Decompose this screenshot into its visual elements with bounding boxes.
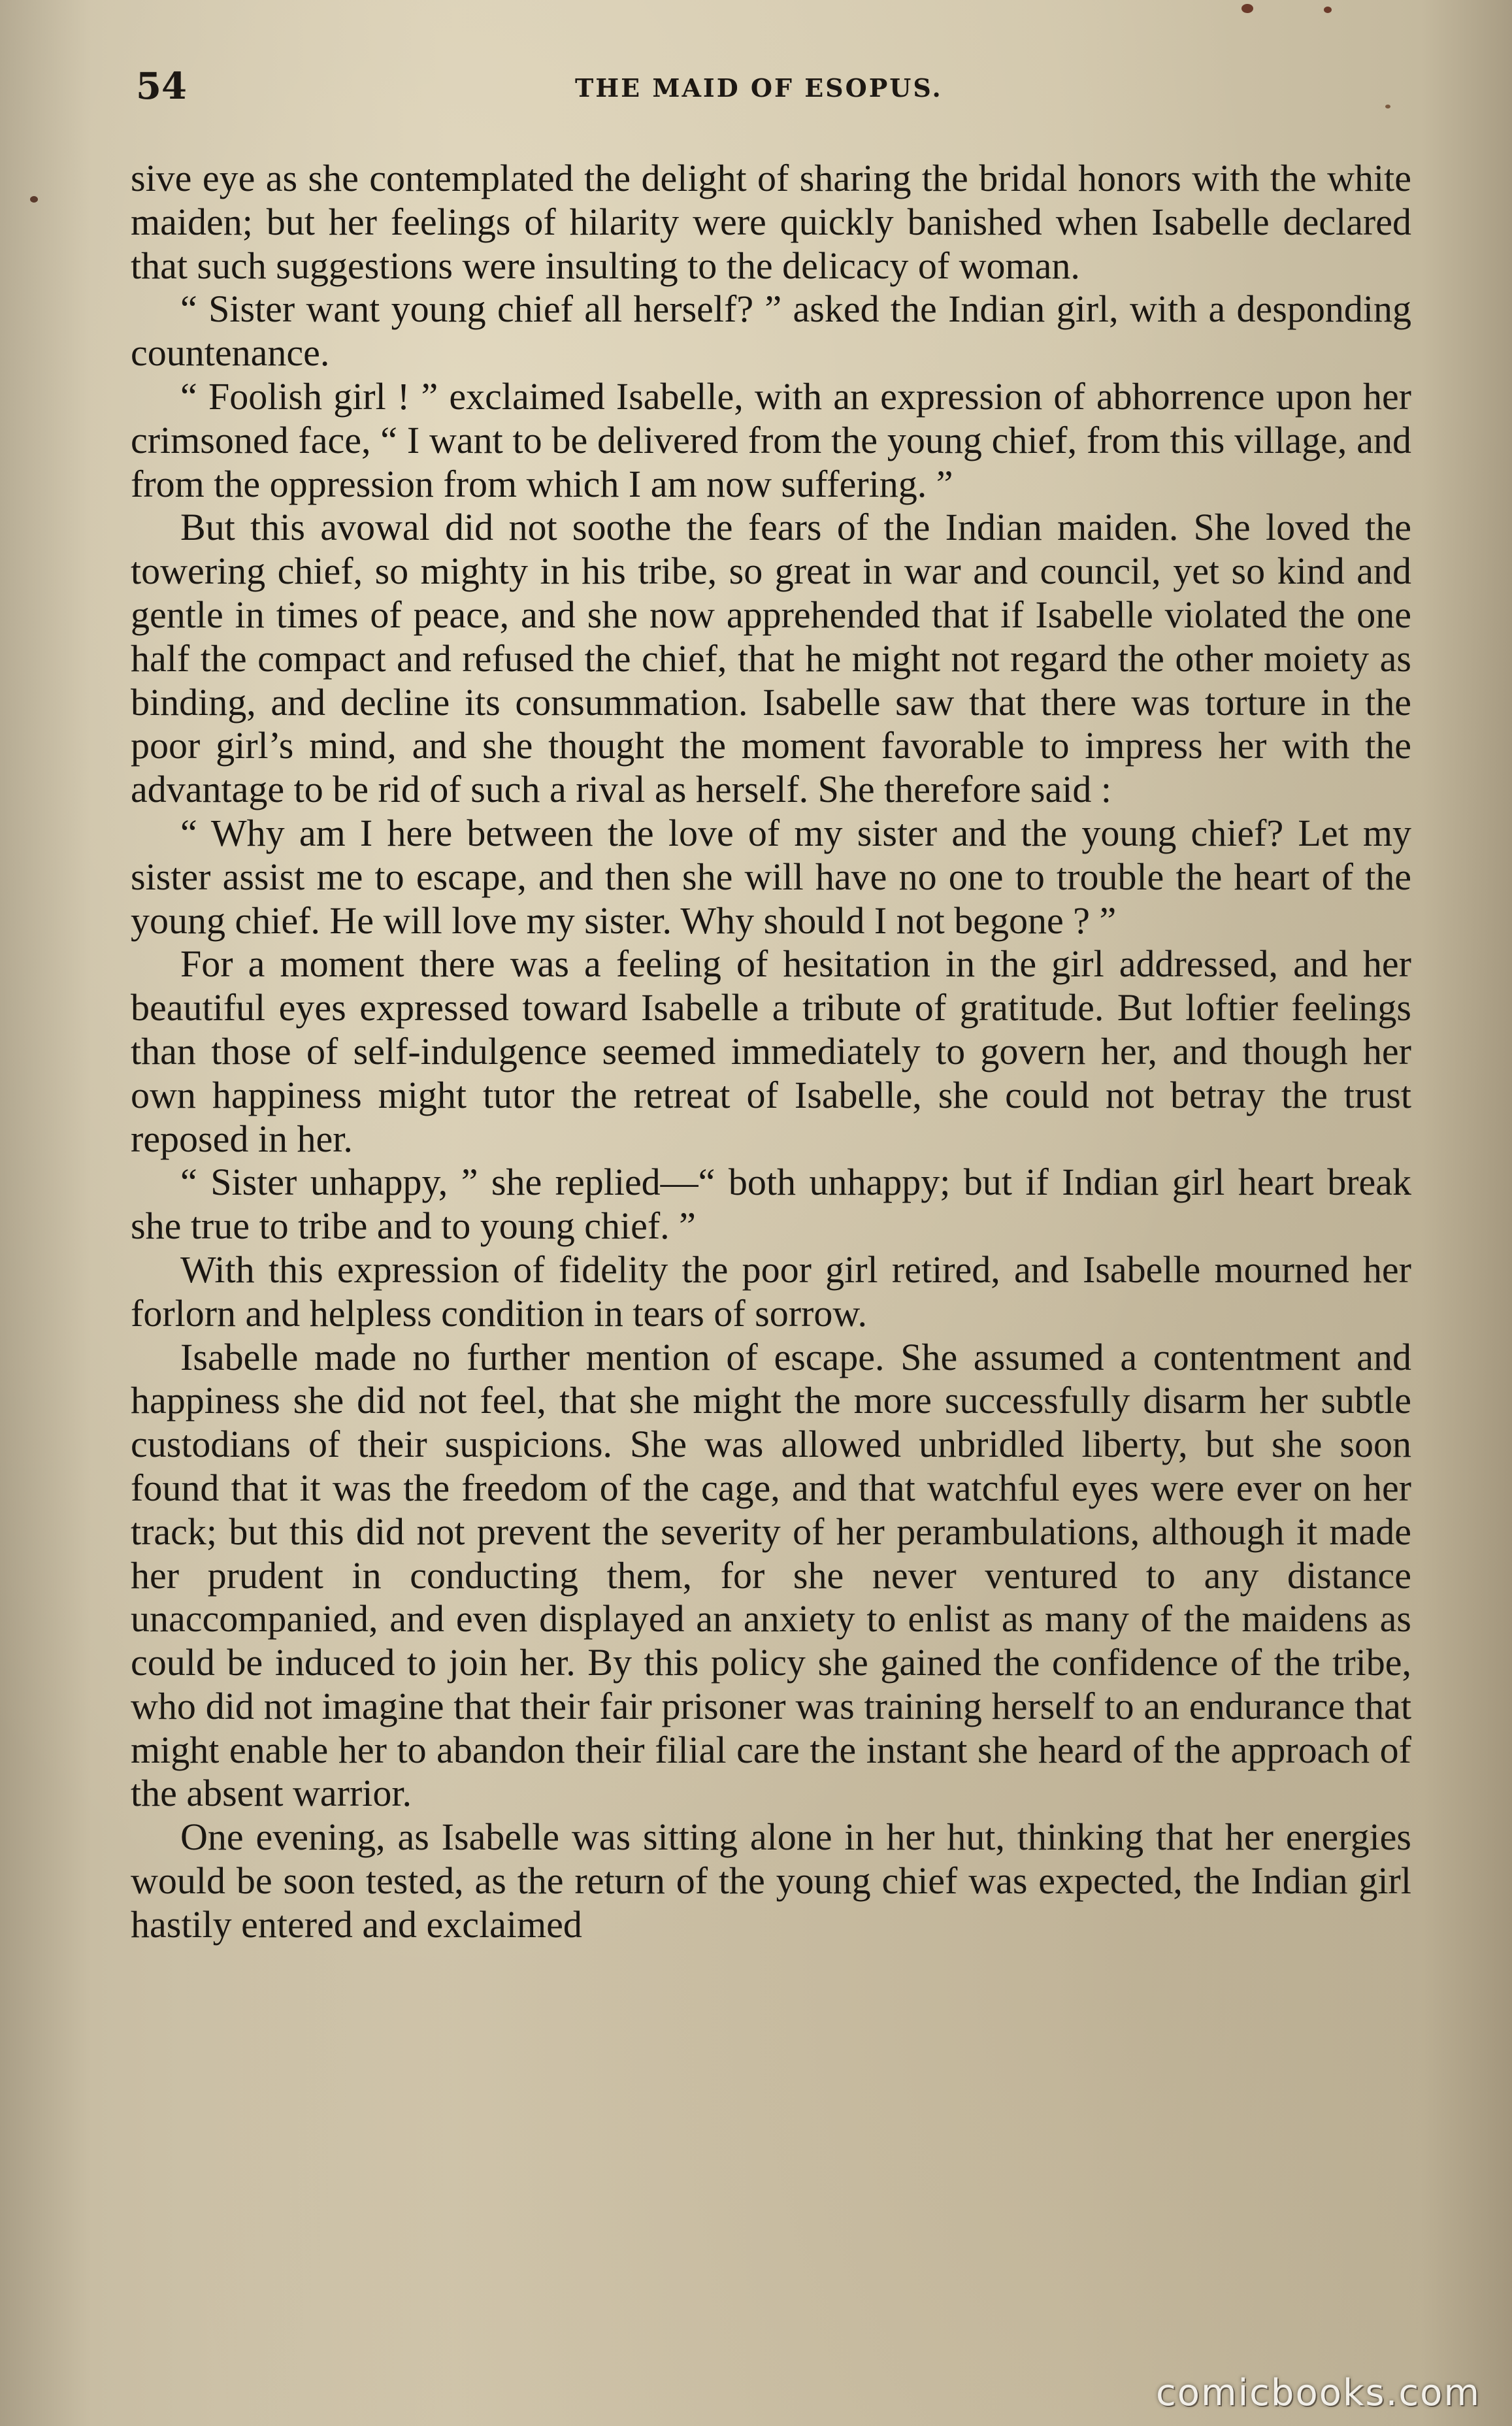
paragraph: For a moment there was a feeling of hesitation in the girl addressed, and her beautiful eyes expressed toward Isabelle a tribute of gratitude. But loftier feelings than those of self-indulgence seemed immediately to govern her, and though her own happiness might tutor the retreat of Isabelle, she could not betray the trust reposed in her. [131, 942, 1411, 1160]
paragraph: But this avowal did not soothe the fears of the Indian maiden. She loved the towering chief, so mighty in his tribe, so great in war and council, yet so kind and gentle in times of peace, and she now apprehended that if Isabelle violated the one half the compact and refused the chief, that he might not regard the other moiety as binding, and decline its consummation. Isabelle saw that there was torture in the poor girl’s mind, and she thought the moment favorable to impress her with the advantage to be rid of such a rival as herself. She therefore said : [131, 506, 1411, 811]
page-number: 54 [136, 65, 187, 108]
page-header [131, 60, 1411, 112]
paper-speck [1324, 7, 1332, 13]
paragraph: With this expression of fidelity the poor girl retired, and Isabelle mourned her forlorn and helpless condition in tears of sorrow. [131, 1248, 1411, 1335]
paragraph: “ Foolish girl ! ” exclaimed Isabelle, with an expression of abhorrence upon her crimsoned face, “ I want to be delivered from the young chief, from this village, and from the oppression from which I am now suffering. ” [131, 374, 1411, 505]
paragraph: Isabelle made no further mention of escape. She assumed a contentment and happiness she did not feel, that she might the more successfully disarm her subtle custodians of their suspicions. She was allowed unbridled liberty, but she soon found that it was the freedom of the cage, and that watchful eyes were ever on her track; but this did not prevent the severity of her perambulations, although it made her prudent in conducting them, for she never ventured to any distance unaccompanied, and even displayed an anxiety to enlist as many of the maidens as could be induced to join her. By this policy she gained the confidence of the tribe, who did not imagine that their fair prisoner was training herself to an endurance that might enable her to abandon their filial care the instant she heard of the approach of the absent warrior. [131, 1335, 1411, 1815]
paragraph: One evening, as Isabelle was sitting alone in her hut, thinking that her energies would be soon tested, as the return of the young chief was expected, the Indian girl hastily entered and exclaimed [131, 1816, 1411, 1946]
running-title: THE MAID OF ESOPUS. [575, 73, 943, 103]
paragraph: “ Why am I here between the love of my sister and the young chief? Let my sister assist me to escape, and then she will have no one to trouble the heart of the young chief. He will love my sister. Why should I not begone ? ” [131, 811, 1411, 942]
paragraph: sive eye as she contemplated the delight of sharing the bridal honors with the white maiden; but her feelings of hilarity were quickly banished when Isabelle declared that such suggestions were insulting to the delicacy of woman. [131, 157, 1411, 287]
paper-speck [1385, 105, 1390, 108]
body-text [131, 157, 1411, 1947]
paragraph: “ Sister unhappy, ” she replied—“ both unhappy; but if Indian girl heart break she true to tribe and to young chief. ” [131, 1161, 1411, 1248]
source-watermark: comicbooks.com [1155, 2372, 1481, 2414]
paper-speck [1241, 4, 1253, 13]
paragraph: “ Sister want young chief all herself? ” asked the Indian girl, with a desponding countenance. [131, 288, 1411, 374]
paper-speck [30, 196, 38, 203]
